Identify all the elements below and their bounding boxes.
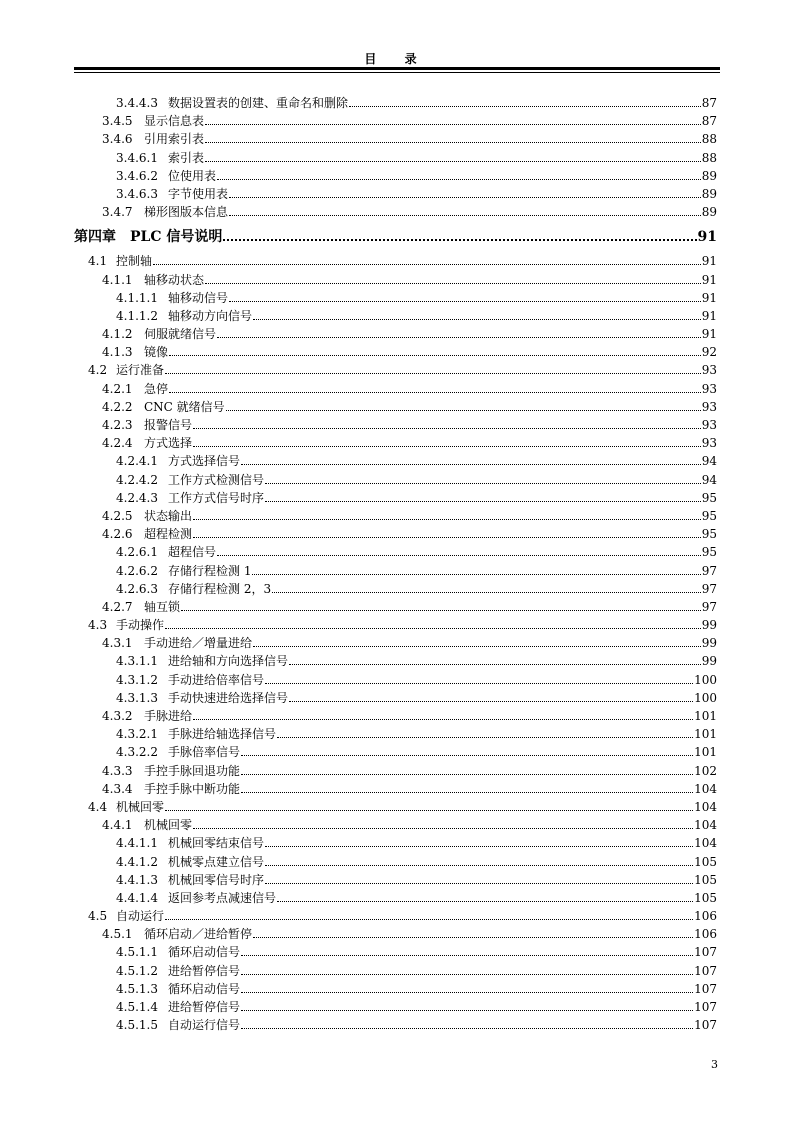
toc-entry-number: 4.2.1 bbox=[102, 381, 133, 396]
toc-entry[interactable] bbox=[74, 562, 717, 580]
toc-dot-leader bbox=[241, 955, 693, 956]
toc-dot-leader bbox=[253, 937, 693, 938]
toc-entry[interactable] bbox=[74, 743, 717, 761]
toc-entry-page: 95 bbox=[701, 490, 717, 505]
toc-entry-title: 存储行程检测 2，3 bbox=[168, 581, 272, 596]
toc-entry-number: 4.5.1.5 bbox=[116, 1018, 158, 1033]
toc-entry[interactable] bbox=[74, 616, 717, 634]
toc-entry-page: 93 bbox=[701, 363, 717, 378]
toc-entry-title: 轴移动状态 bbox=[144, 272, 205, 287]
toc-entry[interactable] bbox=[74, 252, 717, 270]
toc-entry-page: 97 bbox=[701, 563, 717, 578]
toc-entry-number: 3.4.4.3 bbox=[116, 96, 158, 110]
toc-dot-leader bbox=[277, 901, 693, 902]
page-header-title: 目 录 bbox=[364, 52, 429, 66]
toc-entry[interactable] bbox=[74, 962, 717, 980]
toc-entry-page: 105 bbox=[694, 890, 717, 905]
toc-dot-leader bbox=[265, 883, 693, 884]
toc-entry-page: 92 bbox=[701, 345, 717, 360]
toc-entry-title: 索引表 bbox=[168, 150, 205, 165]
toc-entry-title: 机械回零 bbox=[144, 818, 193, 833]
toc-entry-page: 100 bbox=[694, 690, 717, 705]
toc-entry-title: 手控手脉回退功能 bbox=[144, 763, 241, 778]
toc-entry-title: 手动进给／增量进给 bbox=[144, 636, 253, 651]
toc-entry-page: 88 bbox=[701, 132, 717, 147]
toc-entry-number: 4.1 bbox=[88, 254, 108, 269]
toc-entry-number: 4.3.2.1 bbox=[116, 727, 158, 742]
toc-entry-number: 4.4.1.2 bbox=[116, 854, 158, 869]
toc-dot-leader bbox=[169, 392, 701, 393]
toc-entry-page: 100 bbox=[694, 672, 717, 687]
toc-dot-leader bbox=[289, 701, 693, 702]
toc-entry-page: 107 bbox=[694, 945, 717, 960]
toc-entry-number: 4.2.3 bbox=[102, 418, 133, 432]
toc-entry[interactable] bbox=[74, 907, 717, 925]
toc-entry[interactable] bbox=[74, 289, 717, 307]
toc-dot-leader bbox=[193, 719, 693, 720]
toc-dot-leader bbox=[205, 124, 701, 125]
toc-entry[interactable] bbox=[74, 798, 717, 816]
toc-entry-page: 89 bbox=[701, 168, 717, 183]
toc-entry-number: 3.4.6.1 bbox=[116, 150, 158, 165]
toc-entry-title: 位使用表 bbox=[168, 168, 217, 183]
toc-entry-page: 91 bbox=[697, 229, 717, 246]
toc-entry[interactable] bbox=[74, 361, 717, 379]
toc-entry[interactable] bbox=[74, 943, 717, 961]
toc-entry-title: 状态输出 bbox=[144, 508, 193, 523]
toc-entry-page: 93 bbox=[701, 399, 717, 414]
toc-entry-number: 4.3.2.2 bbox=[116, 745, 158, 760]
toc-entry-number: 3.4.6.3 bbox=[116, 186, 158, 201]
toc-entry-page: 97 bbox=[701, 581, 717, 596]
toc-entry-page: 104 bbox=[694, 836, 717, 851]
toc-entry-title: CNC 就绪信号 bbox=[144, 399, 225, 414]
toc-entry-title: 手控手脉中断功能 bbox=[144, 781, 241, 796]
toc-entry-title: 超程信号 bbox=[168, 545, 217, 560]
toc-entry-title: 手脉进给轴选择信号 bbox=[168, 727, 277, 742]
toc-dot-leader bbox=[349, 106, 701, 107]
toc-dot-leader bbox=[217, 555, 701, 556]
toc-entry-number: 4.1.3 bbox=[102, 345, 133, 360]
toc-entry-title: 进给暂停信号 bbox=[168, 1000, 241, 1014]
toc-entry[interactable] bbox=[74, 343, 717, 361]
toc-dot-leader bbox=[265, 865, 693, 866]
toc-dot-leader bbox=[229, 215, 701, 216]
toc-entry[interactable] bbox=[74, 998, 717, 1016]
toc-entry-title: 工作方式信号时序 bbox=[168, 490, 265, 505]
toc-entry[interactable] bbox=[74, 452, 717, 470]
toc-dot-leader bbox=[217, 337, 701, 338]
toc-entry-number: 4.1.1 bbox=[102, 272, 133, 287]
toc-dot-leader bbox=[241, 464, 701, 465]
toc-entry-title: 手脉倍率信号 bbox=[168, 745, 241, 760]
toc-entry-page: 93 bbox=[701, 418, 717, 432]
toc-entry-title: 进给暂停信号 bbox=[168, 963, 241, 978]
toc-entry-page: 91 bbox=[701, 272, 717, 287]
toc-entry-number: 4.2.4.1 bbox=[116, 454, 158, 469]
toc-entry[interactable] bbox=[74, 434, 717, 452]
toc-dot-leader bbox=[193, 537, 701, 538]
toc-entry-page: 106 bbox=[694, 909, 717, 924]
toc-dot-leader bbox=[229, 197, 701, 198]
toc-entry-number: 4.1.1.1 bbox=[116, 290, 158, 305]
toc-entry-number: 4.5.1.1 bbox=[116, 945, 158, 960]
toc-entry-page: 107 bbox=[694, 981, 717, 996]
toc-entry[interactable] bbox=[74, 398, 717, 416]
toc-entry[interactable] bbox=[74, 167, 717, 185]
toc-entry-title: 报警信号 bbox=[144, 418, 193, 432]
toc-entry-number: 4.2.7 bbox=[102, 599, 133, 614]
header-rule-thin bbox=[74, 72, 720, 73]
toc-entry[interactable] bbox=[74, 489, 717, 507]
toc-entry-title: 自动运行信号 bbox=[168, 1018, 241, 1033]
toc-entry[interactable] bbox=[74, 271, 717, 289]
toc-entry-page: 91 bbox=[701, 290, 717, 305]
toc-entry-title: 手动进给倍率信号 bbox=[168, 672, 265, 687]
toc-entry[interactable] bbox=[74, 707, 717, 725]
toc-entry-number: 4.2.4 bbox=[102, 436, 133, 451]
toc-entry-number: 4.3.2 bbox=[102, 709, 133, 723]
toc-entry-page: 102 bbox=[694, 763, 717, 778]
toc-entry-title: 伺服就绪信号 bbox=[144, 327, 217, 342]
toc-entry-title: 机械回零 bbox=[116, 799, 165, 814]
toc-dot-leader bbox=[241, 755, 693, 756]
toc-entry-title: 自动运行 bbox=[116, 909, 165, 924]
toc-entry[interactable] bbox=[74, 380, 717, 398]
toc-entry-page: 95 bbox=[701, 527, 717, 542]
toc-entry-page: 99 bbox=[701, 654, 717, 669]
toc-entry-title: 手动快速进给选择信号 bbox=[168, 690, 289, 705]
toc-entry-page: 93 bbox=[701, 436, 717, 451]
toc-entry-number: 4.5.1.3 bbox=[116, 981, 158, 996]
toc-entry-number: 4.5 bbox=[88, 909, 108, 924]
toc-entry[interactable] bbox=[74, 652, 717, 670]
toc-entry-title: 进给轴和方向选择信号 bbox=[168, 654, 289, 669]
toc-entry-title: 返回参考点减速信号 bbox=[168, 890, 277, 905]
toc-entry-page: 94 bbox=[701, 472, 717, 487]
toc-entry-number: 4.1.1.2 bbox=[116, 308, 158, 323]
toc-entry-page: 101 bbox=[694, 727, 717, 742]
toc-entry-page: 87 bbox=[701, 96, 717, 110]
toc-entry[interactable] bbox=[74, 871, 717, 889]
toc-entry-page: 99 bbox=[701, 636, 717, 651]
toc-entry-title: 镜像 bbox=[144, 345, 169, 360]
toc-entry-number: 4.4 bbox=[88, 799, 108, 814]
toc-dot-leader bbox=[205, 283, 701, 284]
toc-dot-leader bbox=[223, 239, 696, 241]
toc-entry-number: 4.5.1 bbox=[102, 927, 133, 942]
toc-dot-leader bbox=[169, 355, 701, 356]
toc-entry-title: 机械零点建立信号 bbox=[168, 854, 265, 869]
toc-dot-leader bbox=[277, 737, 693, 738]
toc-entry-number: 4.1.2 bbox=[102, 327, 133, 342]
toc-entry-page: 93 bbox=[701, 381, 717, 396]
toc-entry-number: 4.2.6 bbox=[102, 527, 133, 542]
toc-entry[interactable] bbox=[74, 634, 717, 652]
toc-entry-title: 轴互锁 bbox=[144, 599, 181, 614]
toc-entry[interactable] bbox=[74, 325, 717, 343]
toc-entry-title: 机械回零结束信号 bbox=[168, 836, 265, 851]
toc-entry-title: 急停 bbox=[144, 381, 169, 396]
toc-dot-leader bbox=[205, 142, 701, 143]
toc-entry-number: 4.5.1.2 bbox=[116, 963, 158, 978]
toc-entry-title: 方式选择 bbox=[144, 436, 193, 451]
toc-entry-title: 超程检测 bbox=[144, 527, 193, 542]
toc-entry-number: 4.3.3 bbox=[102, 763, 133, 778]
toc-entry-number: 4.4.1 bbox=[102, 818, 133, 833]
toc-entry[interactable] bbox=[74, 112, 717, 130]
toc-entry-number: 3.4.6 bbox=[102, 132, 133, 147]
toc-entry[interactable] bbox=[74, 780, 717, 798]
toc-dot-leader bbox=[193, 828, 693, 829]
toc-dot-leader bbox=[205, 161, 701, 162]
toc-entry[interactable] bbox=[74, 816, 717, 834]
toc-dot-leader bbox=[241, 974, 693, 975]
toc-entry-page: 95 bbox=[701, 545, 717, 560]
toc-entry-page: 89 bbox=[701, 205, 717, 220]
toc-dot-leader bbox=[217, 179, 701, 180]
toc-entry-title: 轴移动方向信号 bbox=[168, 308, 253, 323]
toc-entry-number: 4.5.1.4 bbox=[116, 1000, 158, 1014]
toc-entry-page: 89 bbox=[701, 186, 717, 201]
toc-entry-number: 3.4.7 bbox=[102, 205, 133, 220]
toc-entry-title: 字节使用表 bbox=[168, 186, 229, 201]
toc-entry-title: 循环启动信号 bbox=[168, 945, 241, 960]
toc-entry[interactable] bbox=[74, 925, 717, 943]
toc-entry[interactable] bbox=[74, 980, 717, 998]
toc-entry-page: 106 bbox=[694, 927, 717, 942]
toc-entry[interactable] bbox=[74, 725, 717, 743]
toc-entry-page: 99 bbox=[701, 618, 717, 633]
toc-entry-page: 104 bbox=[694, 818, 717, 833]
toc-entry-page: 88 bbox=[701, 150, 717, 165]
toc-dot-leader bbox=[241, 792, 693, 793]
toc-dot-leader bbox=[193, 519, 701, 520]
toc-entry[interactable] bbox=[74, 853, 717, 871]
toc-entry-page: 91 bbox=[701, 308, 717, 323]
toc-entry[interactable] bbox=[74, 689, 717, 707]
toc-entry-title: 方式选择信号 bbox=[168, 454, 241, 469]
toc-entry-number: 第四章 bbox=[74, 229, 116, 246]
toc-entry-number: 4.2.2 bbox=[102, 399, 133, 414]
toc-entry-page: 91 bbox=[701, 327, 717, 342]
toc-entry-page: 105 bbox=[694, 872, 717, 887]
toc-dot-leader bbox=[193, 446, 701, 447]
toc-entry-number: 4.4.1.4 bbox=[116, 890, 158, 905]
toc-entry[interactable] bbox=[74, 130, 717, 148]
toc-entry-title: PLC 信号说明 bbox=[130, 229, 223, 246]
toc-entry-number: 4.3.1.1 bbox=[116, 654, 158, 669]
toc-dot-leader bbox=[241, 774, 693, 775]
toc-entry-number: 4.4.1.1 bbox=[116, 836, 158, 851]
toc-entry-title: 手脉进给 bbox=[144, 709, 193, 723]
toc-entry-title: 梯形图版本信息 bbox=[144, 205, 229, 220]
toc-entry-number: 4.2.6.1 bbox=[116, 545, 158, 560]
toc-dot-leader bbox=[289, 664, 701, 665]
toc-entry[interactable] bbox=[74, 307, 717, 325]
toc-entry[interactable] bbox=[74, 94, 717, 112]
toc-entry-number: 4.2.6.3 bbox=[116, 581, 158, 596]
toc-entry[interactable] bbox=[74, 149, 717, 167]
toc-entry-number: 4.3.1.3 bbox=[116, 690, 158, 705]
table-of-contents bbox=[74, 94, 717, 1034]
toc-entry-title: 手动操作 bbox=[116, 618, 165, 633]
toc-entry[interactable] bbox=[74, 834, 717, 852]
toc-entry-page: 87 bbox=[701, 114, 717, 129]
toc-dot-leader bbox=[265, 501, 701, 502]
toc-entry-page: 107 bbox=[694, 1000, 717, 1014]
toc-entry-title: 数据设置表的创建、重命名和删除 bbox=[168, 96, 349, 110]
toc-entry-page: 107 bbox=[694, 963, 717, 978]
toc-entry-page: 105 bbox=[694, 854, 717, 869]
toc-entry-number: 3.4.6.2 bbox=[116, 168, 158, 183]
toc-dot-leader bbox=[165, 919, 693, 920]
toc-entry-number: 4.3.1.2 bbox=[116, 672, 158, 687]
toc-entry-page: 101 bbox=[694, 745, 717, 760]
toc-dot-leader bbox=[253, 319, 701, 320]
toc-entry-page: 104 bbox=[694, 781, 717, 796]
toc-entry-title: 循环启动／进给暂停 bbox=[144, 927, 253, 942]
toc-dot-leader bbox=[153, 264, 701, 265]
toc-entry-number: 4.2 bbox=[88, 363, 108, 378]
toc-entry-number: 4.2.4.3 bbox=[116, 490, 158, 505]
toc-entry-page: 97 bbox=[701, 599, 717, 614]
toc-entry-page: 91 bbox=[701, 254, 717, 269]
page-number: 3 bbox=[711, 1058, 718, 1071]
toc-entry-number: 4.2.6.2 bbox=[116, 563, 158, 578]
toc-entry[interactable] bbox=[74, 203, 717, 221]
toc-entry[interactable] bbox=[74, 580, 717, 598]
toc-entry-page: 107 bbox=[694, 1018, 717, 1033]
toc-dot-leader bbox=[165, 628, 701, 629]
toc-entry[interactable] bbox=[74, 671, 717, 689]
toc-entry-page: 104 bbox=[694, 799, 717, 814]
toc-entry-page: 94 bbox=[701, 454, 717, 469]
toc-entry-title: 存储行程检测 1 bbox=[168, 563, 252, 578]
toc-dot-leader bbox=[165, 373, 701, 374]
toc-dot-leader bbox=[241, 1028, 693, 1029]
toc-entry[interactable] bbox=[74, 416, 717, 434]
toc-dot-leader bbox=[181, 610, 701, 611]
toc-dot-leader bbox=[241, 1010, 693, 1011]
toc-entry-title: 轴移动信号 bbox=[168, 290, 229, 305]
toc-entry-number: 4.3.4 bbox=[102, 781, 133, 796]
toc-entry-number: 4.3.1 bbox=[102, 636, 133, 651]
toc-entry[interactable] bbox=[74, 185, 717, 203]
toc-entry-title: 工作方式检测信号 bbox=[168, 472, 265, 487]
toc-entry-number: 4.3 bbox=[88, 618, 108, 633]
toc-dot-leader bbox=[229, 301, 701, 302]
toc-entry-page: 101 bbox=[694, 709, 717, 723]
toc-entry-title: 循环启动信号 bbox=[168, 981, 241, 996]
toc-dot-leader bbox=[265, 683, 693, 684]
toc-dot-leader bbox=[253, 646, 701, 647]
toc-entry-number: 4.2.5 bbox=[102, 508, 133, 523]
toc-entry-title: 控制轴 bbox=[116, 254, 153, 269]
toc-entry-number: 3.4.5 bbox=[102, 114, 133, 129]
toc-entry[interactable] bbox=[74, 471, 717, 489]
toc-entry-number: 4.2.4.2 bbox=[116, 472, 158, 487]
toc-dot-leader bbox=[265, 846, 693, 847]
toc-dot-leader bbox=[252, 574, 700, 575]
toc-entry-title: 运行准备 bbox=[116, 363, 165, 378]
toc-entry-page: 95 bbox=[701, 508, 717, 523]
toc-entry[interactable] bbox=[74, 543, 717, 561]
toc-dot-leader bbox=[265, 483, 701, 484]
toc-entry[interactable] bbox=[74, 598, 717, 616]
toc-chapter-entry[interactable] bbox=[74, 225, 717, 249]
toc-entry-number: 4.4.1.3 bbox=[116, 872, 158, 887]
header-rule-thick bbox=[74, 67, 720, 70]
toc-entry-title: 引用索引表 bbox=[144, 132, 205, 147]
toc-entry[interactable] bbox=[74, 525, 717, 543]
toc-entry[interactable] bbox=[74, 762, 717, 780]
toc-dot-leader bbox=[165, 810, 693, 811]
toc-dot-leader bbox=[272, 592, 701, 593]
toc-dot-leader bbox=[226, 410, 701, 411]
toc-entry-title: 机械回零信号时序 bbox=[168, 872, 265, 887]
toc-dot-leader bbox=[193, 428, 701, 429]
toc-entry-title: 显示信息表 bbox=[144, 114, 205, 129]
toc-dot-leader bbox=[241, 992, 693, 993]
toc-entry[interactable] bbox=[74, 1016, 717, 1034]
toc-entry[interactable] bbox=[74, 889, 717, 907]
toc-entry[interactable] bbox=[74, 507, 717, 525]
